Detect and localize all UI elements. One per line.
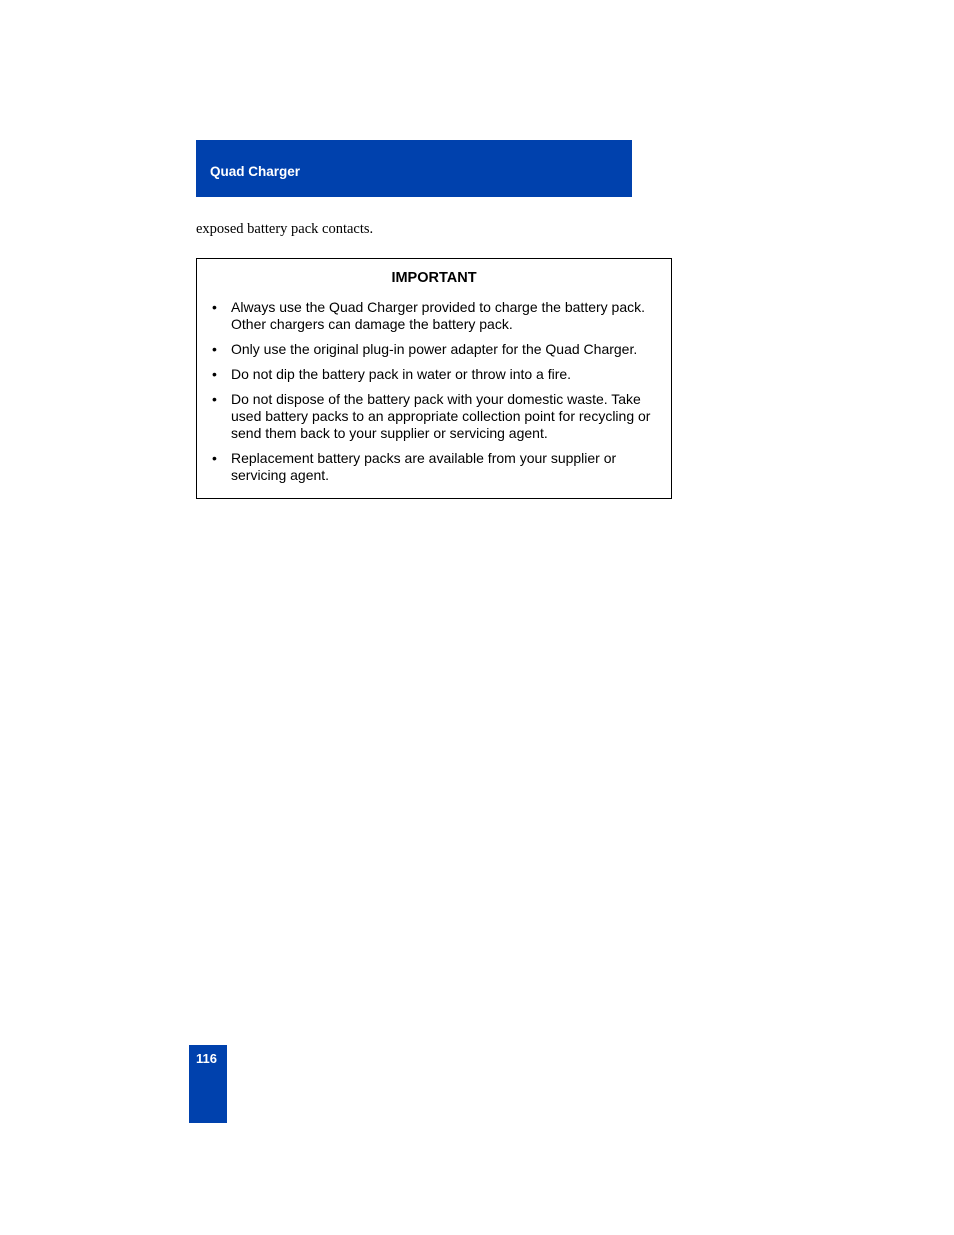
intro-paragraph: exposed battery pack contacts. bbox=[196, 221, 374, 237]
page-number-tab bbox=[189, 1045, 227, 1123]
important-heading: IMPORTANT bbox=[391, 270, 477, 286]
list-item-text: Only use the original plug-in power adapter for the Quad Charger. bbox=[231, 341, 638, 357]
page-number: 116 bbox=[196, 1051, 217, 1066]
list-item-text: Do not dispose of the battery pack with your domestic waste. Take used battery packs to an appropriate collection point for recycling or send them back to your supplier or servicing agent. bbox=[231, 391, 651, 441]
important-notice-box bbox=[196, 258, 672, 499]
bullet-icon: • bbox=[212, 450, 217, 466]
bullet-icon: • bbox=[212, 341, 217, 357]
bullet-icon: • bbox=[212, 366, 217, 382]
bullet-icon: • bbox=[212, 391, 217, 407]
chapter-title: Quad Charger bbox=[210, 164, 301, 179]
list-item-text: Do not dip the battery pack in water or throw into a fire. bbox=[231, 366, 572, 382]
list-item-text: Always use the Quad Charger provided to charge the battery pack. Other chargers can damage the battery pack. bbox=[231, 299, 646, 332]
bullet-icon: • bbox=[212, 299, 217, 315]
chapter-header-bar bbox=[196, 140, 632, 197]
list-item-text: Replacement battery packs are available from your supplier or servicing agent. bbox=[231, 450, 617, 483]
